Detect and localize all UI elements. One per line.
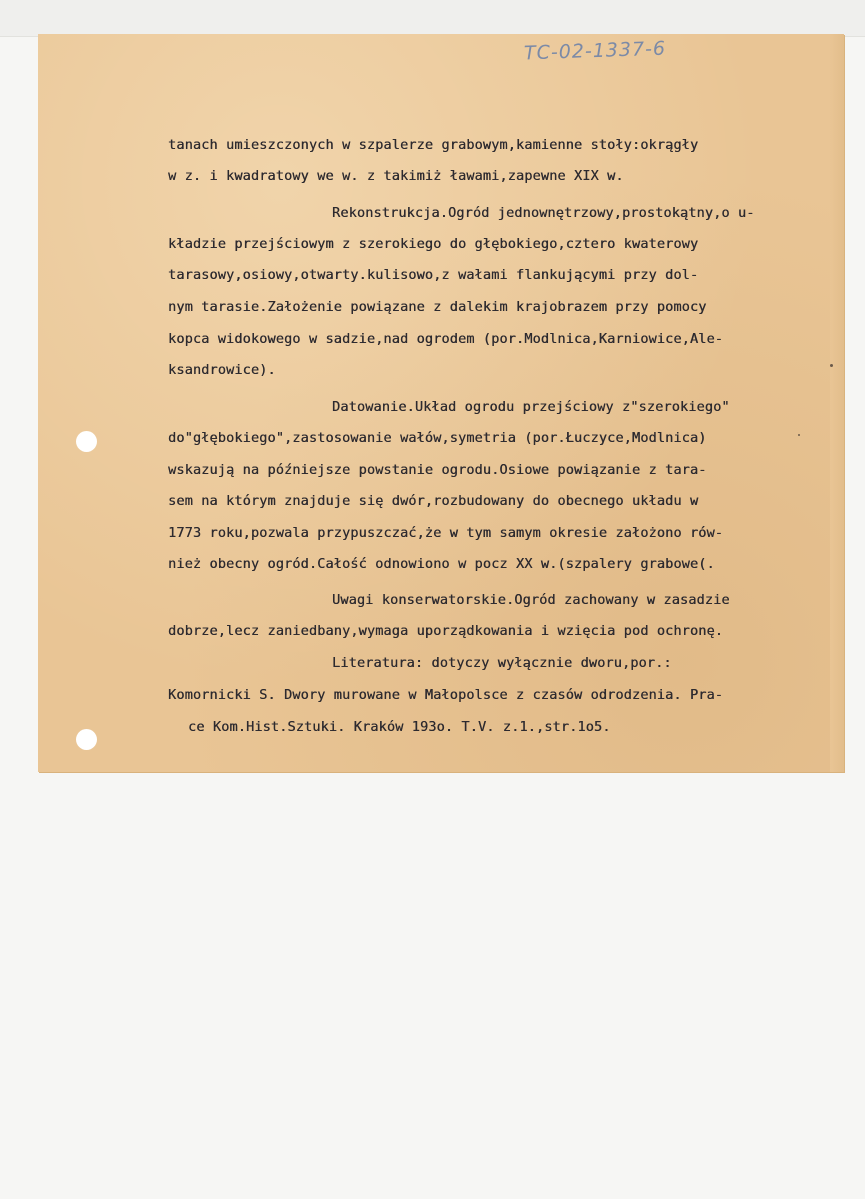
text-line-2: w z. i kwadratowy we w. z takimiż ławami,zapewne XIX w. [168,168,624,184]
punch-hole-bottom [76,729,97,750]
text-line-16: dobrze,lecz zaniedbany,wymaga uporządkowania i wzięcia pod ochronę. [168,623,724,639]
text-line-6: nym tarasie.Założenie powiązane z dalekim krajobrazem przy pomocy [168,299,707,315]
text-line-13: 1773 roku,pozwala przypuszczać,że w tym samym okresie założono rów- [168,525,724,541]
typed-text-block [38,34,844,772]
typewritten-page [38,34,844,772]
scanner-background [0,0,865,37]
text-line-15: Uwagi konserwatorskie.Ogród zachowany w zasadzie [332,592,730,608]
text-line-1: tanach umieszczonych w szpalerze grabowym,kamienne stoły:okrągły [168,137,699,153]
handwritten-archive-number: TC-02-1337-6 [523,37,667,65]
text-line-5: tarasowy,osiowy,otwarty.kulisowo,z wałami flankującymi przy dol- [168,267,699,283]
text-line-10: do"głębokiego",zastosowanie wałów,symetria (por.Łuczyce,Modlnica) [168,430,707,446]
text-line-14: nież obecny ogród.Całość odnowiono w pocz XX w.(szpalery grabowe(. [168,556,715,572]
punch-hole-top [76,431,97,452]
text-line-18: Komornicki S. Dwory murowane w Małopolsce z czasów odrodzenia. Pra- [168,687,724,703]
paper-speck [830,364,833,367]
text-line-12: sem na którym znajduje się dwór,rozbudowany do obecnego układu w [168,493,699,509]
paper-speck [798,434,800,436]
text-line-8: ksandrowice). [168,362,276,378]
text-line-4: kładzie przejściowym z szerokiego do głębokiego,cztero kwaterowy [168,236,699,252]
text-line-9: Datowanie.Układ ogrodu przejściowy z"szerokiego" [332,399,730,415]
text-line-7: kopca widokowego w sadzie,nad ogrodem (por.Modlnica,Karniowice,Ale- [168,331,724,347]
text-line-19: ce Kom.Hist.Sztuki. Kraków 193o. T.V. z.1.,str.1o5. [188,719,611,735]
text-line-11: wskazują na późniejsze powstanie ogrodu.Osiowe powiązanie z tara- [168,462,707,478]
text-line-3: Rekonstrukcja.Ogród jednownętrzowy,prostokątny,o u- [332,205,755,221]
text-line-17: Literatura: dotyczy wyłącznie dworu,por.: [332,655,672,671]
